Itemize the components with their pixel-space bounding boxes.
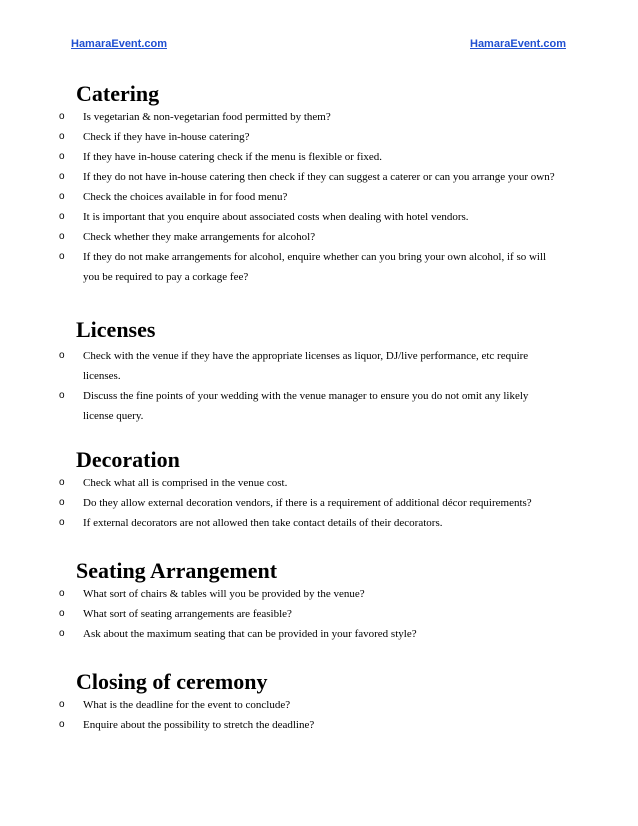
list-item: o Check if they have in-house catering? <box>0 127 638 147</box>
list-item: o Check what all is comprised in the venue cost. <box>0 473 638 493</box>
checklist <box>0 584 638 644</box>
list-item: o Ask about the maximum seating that can be provided in your favored style? <box>0 624 638 644</box>
list-item: o It is important that you enquire about associated costs when dealing with hotel vendors. <box>0 207 638 227</box>
bullet-icon: o <box>59 191 65 202</box>
checklist <box>0 107 638 287</box>
page-header <box>0 36 638 52</box>
list-item: o What is the deadline for the event to conclude? <box>0 695 638 715</box>
section-title: Seating Arrangement <box>76 558 278 583</box>
bullet-icon: o <box>59 608 65 619</box>
bullet-icon: o <box>59 231 65 242</box>
list-item: o What sort of seating arrangements are feasible? <box>0 604 638 624</box>
list-item: o If they do not have in-house catering then check if they can suggest a caterer or can you arrange your own? <box>0 167 638 187</box>
checklist <box>0 473 638 533</box>
list-item: o If external decorators are not allowed then take contact details of their decorators. <box>0 513 638 533</box>
bullet-icon: o <box>59 251 65 262</box>
list-item: o Check with the venue if they have the appropriate licenses as liquor, DJ/live performance, etc require licenses. <box>0 346 638 386</box>
section-title: Licenses <box>76 317 156 342</box>
bullet-icon: o <box>59 628 65 639</box>
bullet-icon: o <box>59 719 65 730</box>
section-title: Decoration <box>76 447 180 472</box>
bullet-icon: o <box>59 517 65 528</box>
list-item: o Enquire about the possibility to stretch the deadline? <box>0 715 638 735</box>
checklist <box>0 695 638 735</box>
bullet-icon: o <box>59 171 65 182</box>
list-item: o What sort of chairs & tables will you be provided by the venue? <box>0 584 638 604</box>
header-link-left[interactable]: HamaraEvent.com <box>71 38 167 50</box>
header-link-right[interactable]: HamaraEvent.com <box>470 38 566 50</box>
list-item: o If they have in-house catering check if the menu is flexible or fixed. <box>0 147 638 167</box>
bullet-icon: o <box>59 111 65 122</box>
list-item: o Discuss the fine points of your wedding with the venue manager to ensure you do not omit any likely license query. <box>0 386 638 426</box>
section-title: Closing of ceremony <box>76 669 268 694</box>
bullet-icon: o <box>59 390 65 401</box>
bullet-icon: o <box>59 699 65 710</box>
list-item: o Do they allow external decoration vendors, if there is a requirement of additional décor requirements? <box>0 493 638 513</box>
list-item: o If they do not make arrangements for alcohol, enquire whether can you bring your own alcohol, if so will you be required to pay a corkage fee? <box>0 247 638 287</box>
bullet-icon: o <box>59 497 65 508</box>
section-title: Catering <box>76 81 160 106</box>
checklist <box>0 346 638 426</box>
bullet-icon: o <box>59 211 65 222</box>
bullet-icon: o <box>59 588 65 599</box>
bullet-icon: o <box>59 151 65 162</box>
list-item: o Is vegetarian & non-vegetarian food permitted by them? <box>0 107 638 127</box>
list-item: o Check the choices available in for food menu? <box>0 187 638 207</box>
bullet-icon: o <box>59 477 65 488</box>
bullet-icon: o <box>59 131 65 142</box>
bullet-icon: o <box>59 350 65 361</box>
list-item: o Check whether they make arrangements for alcohol? <box>0 227 638 247</box>
